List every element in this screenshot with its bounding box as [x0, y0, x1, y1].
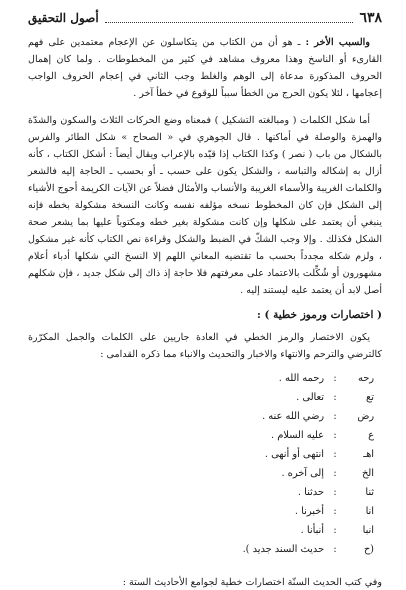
abbreviation-row: [28, 388, 382, 407]
abbreviation-row: [28, 483, 382, 502]
abbreviation-row: [28, 369, 382, 388]
section-heading: ( اختصارات ورموز خطية ) :: [256, 309, 382, 321]
abbreviation-separator: :: [333, 430, 337, 441]
paragraph-vocalization: أما شكل الكلمات ( ومبالغته التشكيل ) فمعناه وضع الحركات الثلاث والسكون والشدّة والهمزة والوصلة في أماكنها . قال الجوهري في « الصحاح » شكل الطائر والفرس بالشكال من باب ( نصر ) وكذا الكتاب إذا قيّده بالإعراب ويقال أيضاً : أشكل الكتاب ، كأنه أزال به إشكاله والتباسه ، والشكل يكون على حسب ـ أو بحسب ـ الحاجة إليه فالشعر والكلمات الغريبة والأسماء الغريبة والأنساب والأمثال فضلاً عن الآيات الكريمة أحوج الأشياء إلى الشكل فإن كان المخطوط نسخه مؤلفه نفسه وكانت النسخة مشكولة بخطه فإنه ينبغي أن يعتمد على شكلها وإن كانت مشكولة بغير خطه ومكتوباً عليها بما يشعر صحة الشكل فكذلك . وإلا وجب الشكّ في الضبط والشكل وقراءة نص الكتاب كأنه غير مشكول ، ولزم شكله مجدداً بحسب ما تقتضيه المعاني اللهم إلا النسخ التي شكلها أدباء أعلام مشهورون أو شُكِّلت بالاعتماد على معرفتهم فلا حاجة إذ ذاك إلى شكل جديد ، فإن شكلهم أصل لابد أن يعتمد عليه ليستند إليه .: [28, 115, 382, 296]
abbreviation-meaning: رحمه الله .: [278, 373, 324, 384]
abbreviation-code: رض: [357, 411, 374, 422]
abbreviation-code: انبا: [362, 525, 374, 536]
abbreviation-meaning: حديث السند جديد ).: [242, 544, 324, 555]
abbreviation-row: [28, 502, 382, 521]
abbreviation-meaning: أخبرنا .: [294, 506, 324, 517]
abbreviation-meaning: حدثنا .: [297, 487, 324, 498]
document-page: [28, 8, 382, 588]
abbreviation-row: [28, 426, 382, 445]
abbreviation-code: رحه: [357, 373, 374, 384]
abbreviation-code: (ح: [363, 544, 374, 555]
abbreviation-separator: :: [333, 544, 337, 555]
running-title: أصول التحقيق: [28, 11, 99, 25]
abbreviation-row: [28, 407, 382, 426]
abbreviation-meaning: عليه السلام .: [271, 430, 324, 441]
abbreviation-code: تع: [366, 392, 374, 403]
abbreviation-separator: :: [333, 506, 337, 517]
abbreviation-separator: :: [333, 525, 337, 536]
abbreviation-separator: :: [333, 487, 337, 498]
abbreviation-list: [28, 369, 382, 559]
abbreviation-code: اهـ: [363, 449, 374, 460]
abbreviation-meaning: تعالى .: [296, 392, 324, 403]
page-header: [28, 8, 382, 28]
abbreviation-separator: :: [333, 449, 337, 460]
abbreviation-row: [28, 521, 382, 540]
abbreviation-row: [28, 445, 382, 464]
abbreviation-row: [28, 464, 382, 483]
paragraph-lead: والسبب الأخر :: [305, 37, 370, 48]
abbreviation-code: الخ: [361, 468, 374, 479]
paragraph-abbreviations-intro: يكون الاختصار والرمز الخطي في العادة جاريين على الكلمات والجمل المكرّرة كالترضي والترحم والانتهاء والاخبار والتحديث والانباء مما ذكره القدامى :: [28, 332, 382, 360]
abbreviation-separator: :: [333, 392, 337, 403]
paragraph-other-reason: [28, 34, 382, 102]
page-number: ٦٣٨: [359, 10, 382, 26]
abbreviation-meaning: أنبأنا .: [300, 525, 324, 536]
abbreviation-meaning: إلى آخره .: [281, 468, 324, 479]
abbreviation-code: انا: [365, 506, 374, 517]
abbreviation-code: ثنا: [365, 487, 374, 498]
abbreviation-meaning: انتهى أو أنهى .: [264, 449, 324, 460]
abbreviation-row: [28, 540, 382, 559]
closing-line: وفي كتب الحديث السنّة اختصارات خطية لجوامع الأحاديث الستة :: [122, 577, 382, 588]
abbreviation-code: ع: [368, 430, 374, 441]
abbreviation-separator: :: [333, 411, 337, 422]
header-dotted-leader: [105, 14, 354, 23]
paragraph-text: ـ هو أن من الكتاب من يتكاسلون عن الإعجام معتمدين على فهم القارىء أو الناسخ وهذا معروف مشاهد في كثير من المخطوطات . ولما كان إهمال الحروف المذكورة مدعاة إلى الوهم والغلط وجب الثاني في إعجام الحروف الواجب إعجامها ، لئلا يكون الحرج من الخطأ سبباً للوقوع في خطأ آخر .: [28, 37, 382, 99]
abbreviation-separator: :: [333, 373, 337, 384]
abbreviation-separator: :: [333, 468, 337, 479]
abbreviation-meaning: رضي الله عنه .: [262, 411, 324, 422]
